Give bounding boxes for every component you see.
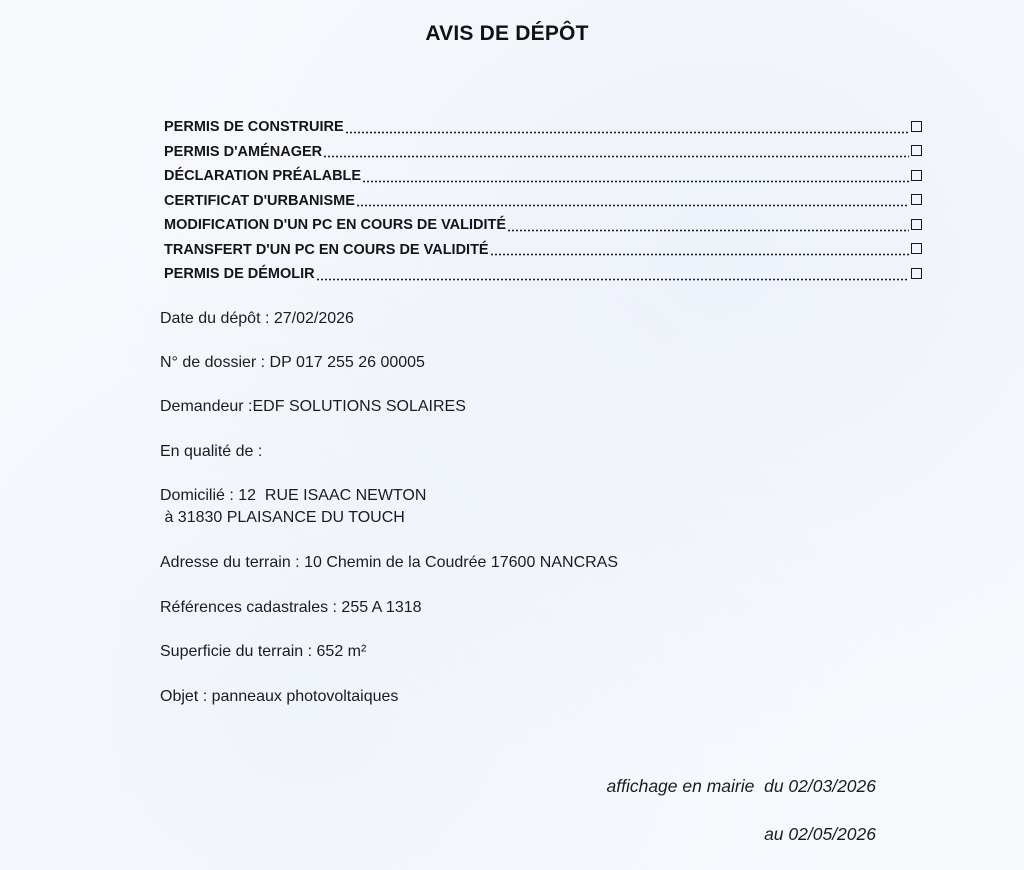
objet: Objet : panneaux photovoltaiques bbox=[160, 688, 399, 705]
checklist-item-modification-pc bbox=[164, 213, 922, 238]
en-qualite-de: En qualité de : bbox=[160, 443, 263, 460]
dotted-leader bbox=[362, 180, 909, 183]
checklist-item-certificat-d-urbanisme bbox=[164, 189, 922, 214]
checklist-item-transfert-pc bbox=[164, 238, 922, 263]
dotted-leader bbox=[316, 278, 909, 281]
checklist-label: CERTIFICAT D'URBANISME bbox=[164, 192, 355, 209]
checklist-label: PERMIS D'AMÉNAGER bbox=[164, 143, 323, 160]
dotted-leader bbox=[490, 253, 909, 256]
demandeur: Demandeur :EDF SOLUTIONS SOLAIRES bbox=[160, 398, 466, 415]
checkbox[interactable] bbox=[911, 194, 922, 205]
checklist-item-permis-d-amenager bbox=[164, 140, 922, 165]
checklist-label: TRANSFERT D'UN PC EN COURS DE VALIDITÉ bbox=[164, 241, 489, 258]
checklist-label: DÉCLARATION PRÉALABLE bbox=[164, 168, 362, 185]
checklist-item-permis-de-construire bbox=[164, 115, 922, 140]
checkbox[interactable] bbox=[911, 170, 922, 181]
checkbox[interactable] bbox=[911, 219, 922, 230]
date-depot: Date du dépôt : 27/02/2026 bbox=[160, 310, 354, 327]
references-cadastrales: Références cadastrales : 255 A 1318 bbox=[160, 599, 422, 616]
superficie-terrain: Superficie du terrain : 652 m² bbox=[160, 643, 367, 660]
dotted-leader bbox=[356, 204, 909, 207]
adresse-terrain: Adresse du terrain : 10 Chemin de la Coudrée 17600 NANCRAS bbox=[160, 554, 619, 571]
affichage-mairie-start: affichage en mairie du 02/03/2026 bbox=[606, 776, 876, 796]
checklist-item-permis-de-demolir bbox=[164, 262, 922, 287]
domicile-line-2: à 31830 PLAISANCE DU TOUCH bbox=[160, 509, 405, 526]
numero-dossier: N° de dossier : DP 017 255 26 00005 bbox=[160, 354, 425, 371]
affichage-mairie-end: au 02/05/2026 bbox=[764, 824, 876, 844]
checklist-label: PERMIS DE CONSTRUIRE bbox=[164, 119, 344, 136]
dotted-leader bbox=[507, 229, 909, 232]
permit-type-checklist bbox=[164, 115, 922, 287]
checkbox[interactable] bbox=[911, 243, 922, 254]
checklist-label: MODIFICATION D'UN PC EN COURS DE VALIDITÉ bbox=[164, 217, 507, 234]
document-title: AVIS DE DÉPÔT bbox=[425, 22, 589, 45]
checklist-item-declaration-prealable bbox=[164, 164, 922, 189]
checkbox[interactable] bbox=[911, 145, 922, 156]
dotted-leader bbox=[323, 155, 909, 158]
checkbox[interactable] bbox=[911, 121, 922, 132]
checklist-label: PERMIS DE DÉMOLIR bbox=[164, 266, 315, 283]
domicile-line-1: Domicilié : 12 RUE ISAAC NEWTON bbox=[160, 487, 427, 504]
checkbox[interactable] bbox=[911, 268, 922, 279]
dotted-leader bbox=[345, 131, 909, 134]
